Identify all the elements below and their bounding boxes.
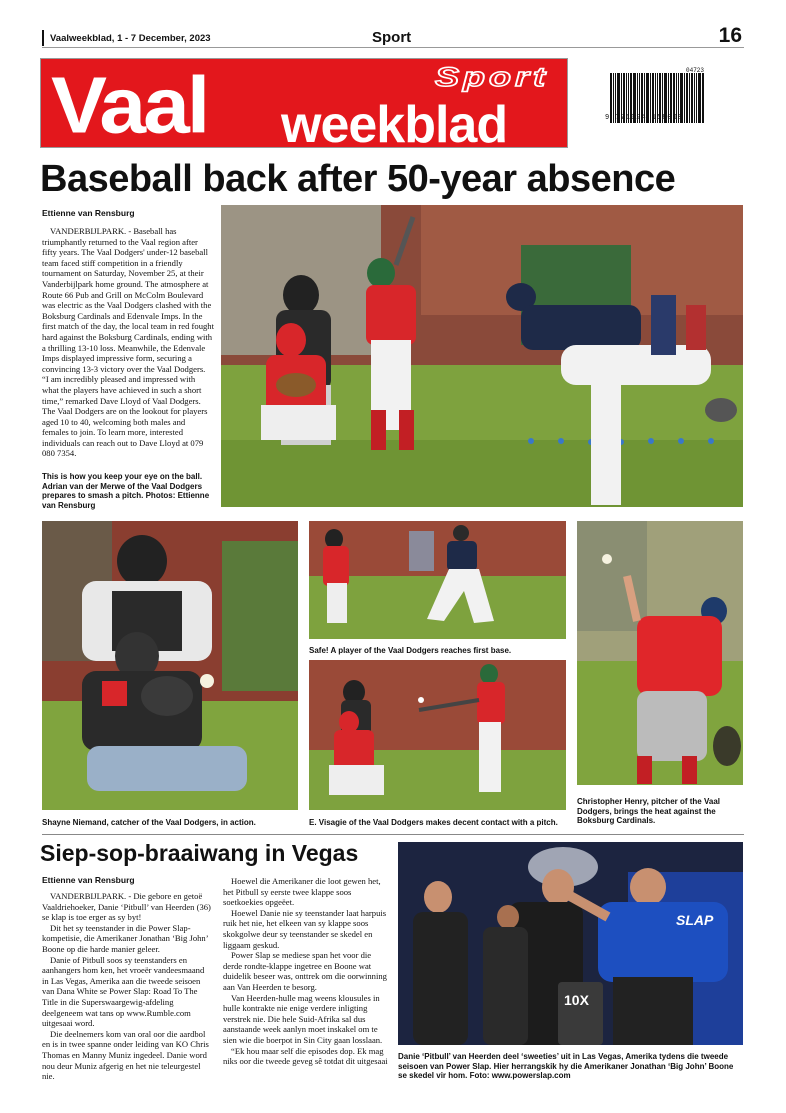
article2-paragraph: Hoewel die Amerikaner die loot gewen het, het Pitbull sy eerste twee klappe soos soetkoekies opgeëet. xyxy=(223,876,381,908)
catcher-caption: Shayne Niemand, catcher of the Vaal Dodgers, in action. xyxy=(42,818,256,827)
article-body xyxy=(42,226,214,459)
article2-paragraph: “Ek hou maar self die episodes dop. Ek mag niks oor die tweede geveg sê totdat dit uitgesaai xyxy=(223,1045,388,1067)
article2-paragraph: Die deelnemers kom van oral oor die aardbol en is in twee spanne onder leiding van KO Chris Thomas en Manny Muniz ingedeel. Danie word nou deur Muniz afgerig en het nie teleurgestel nie. xyxy=(42,1028,209,1082)
article-byline: Ettienne van Rensburg xyxy=(42,208,135,218)
slap-shirt-logo: SLAP xyxy=(676,912,714,928)
article-headline: Baseball back after 50-year absence xyxy=(40,158,676,200)
power-slap-photo xyxy=(398,842,743,1045)
can-logo: 10X xyxy=(564,992,589,1008)
power-slap-caption: Danie ‘Pitbull’ van Heerden deel ‘sweeties’ uit in Las Vegas, Amerika tydens die tweede seisoen van Power Slap. Hier herrangskik hy die Amerikaner Jonathan ‘Big John’ Boone se skedel vir hom. Foto: www.powerslap.com xyxy=(398,1052,734,1081)
article-body-paragraph: VANDERBIJLPARK. - Baseball has triumphantly returned to the Vaal region after fifty years. The Vaal Dodgers' under-12 baseball team faced stiff competition in a friendly tournament on Saturday, November 25, at their Vanderbijlpark home ground. The atmosphere at Route 66 Pub and Grill on McColm Boulevard was electric as the Vaal Dodgers clashed with the Boksburg Cardinals and Edenvale Imps. In the first match of the day, the local team in red fought hard against the Boksburg Cardinals, ending with a thrilling 13-10 loss. Meanwhile, the Edenvale Imps displayed impressive form, securing a convincing 13-3 victory over the Vaal Dodgers. “I am incredibly pleased and impressed with what the players have achieved in such a short time,” remarked Dave Lloyd of Vaal Dodgers. The Vaal Dodgers are on the lookout for players aged 10 to 40, welcoming both males and females to join. To learn more, interested individuals can reach out to Dave Lloyd at 079 080 7354. xyxy=(42,226,214,459)
masthead-sport: Sport xyxy=(435,61,549,92)
masthead-logo xyxy=(40,58,568,148)
contact-caption: E. Visagie of the Vaal Dodgers makes decent contact with a pitch. xyxy=(309,818,558,827)
page-header xyxy=(42,24,746,47)
contact-photo xyxy=(309,660,566,810)
article2-paragraph: Hoewel Danie nie sy teenstander laat harpuis ruik het nie, het elkeen van sy klappe soos skokgolwe deur sy teenstander se skedel en liggaam geskud. xyxy=(223,907,387,950)
masthead-vaal: Vaal xyxy=(51,60,208,148)
byline-spacer xyxy=(42,876,211,891)
safe-caption: Safe! A player of the Vaal Dodgers reaches first base. xyxy=(309,646,512,655)
batter-photo xyxy=(221,205,743,507)
main-photo-caption: This is how you keep your eye on the ball. Adrian van der Merwe of the Vaal Dodgers prepares to smash a pitch. Photos: Ettienne van Rensburg xyxy=(42,472,210,510)
header-rule xyxy=(42,47,744,48)
article-separator xyxy=(42,834,744,835)
masthead-weekblad: weekblad xyxy=(281,96,508,148)
article2-headline: Siep-sop-braaiwang in Vegas xyxy=(40,840,359,866)
article2-paragraph: Danie of Pitbull soos sy teenstanders en aanhangers hom ken, het vroeër vandeesmaand in Las Vegas, Amerika aan die tweede seisoen van Dana White se Power Slap: Road To The Title in die Superswaargewig-afdeling deelgeneem wat tans op www.Rumble.com uitgesaai word. xyxy=(42,954,205,1029)
article2-body xyxy=(42,876,392,1086)
article2-byline: Ettienne van Rensburg xyxy=(42,875,135,885)
barcode-number: 9 771024 158008 xyxy=(605,114,684,122)
article2-paragraph: Van Heerden-hulle mag weens klousules in hulle kontrakte nie enige verdere inligting verstrek nie. Die hele Suid-Afrika sal dus aanstaande week aanlyn moet inskakel om te sien wie die boerpot in Sin City gaan losslaan. xyxy=(223,992,383,1045)
article2-paragraph: VANDERBIJLPARK. - Die gebore en getoë Vaaldriehoeker, Danie ‘Pitbull’ van Heerden (36) se klap is toe erger as sy byt! xyxy=(42,891,211,923)
page-number: 16 xyxy=(718,24,742,47)
barcode-issue: 04723 xyxy=(686,67,705,74)
safe-photo xyxy=(309,521,566,639)
publication-date: Vaalweekblad, 1 - 7 December, 2023 xyxy=(50,33,211,44)
pitcher-caption: Christopher Henry, pitcher of the Vaal Dodgers, brings the heat against the Boksburg Cardinals. xyxy=(577,797,720,826)
section-name: Sport xyxy=(372,29,412,46)
article2-paragraph: Dit het sy teenstander in die Power Slap-kompetisie, die Amerikaner Jonathan ‘Big John’ Boone op die harde manier geleer. xyxy=(42,922,208,954)
pitcher-photo xyxy=(577,521,743,785)
catcher-photo xyxy=(42,521,298,810)
article2-paragraph: Power Slap se mediese span het voor die derde rondte-klappe ingetree en Boone wat duidelik beseer was, onttrek om die oorwinning aan Van Heerden te besorg. xyxy=(223,950,387,992)
